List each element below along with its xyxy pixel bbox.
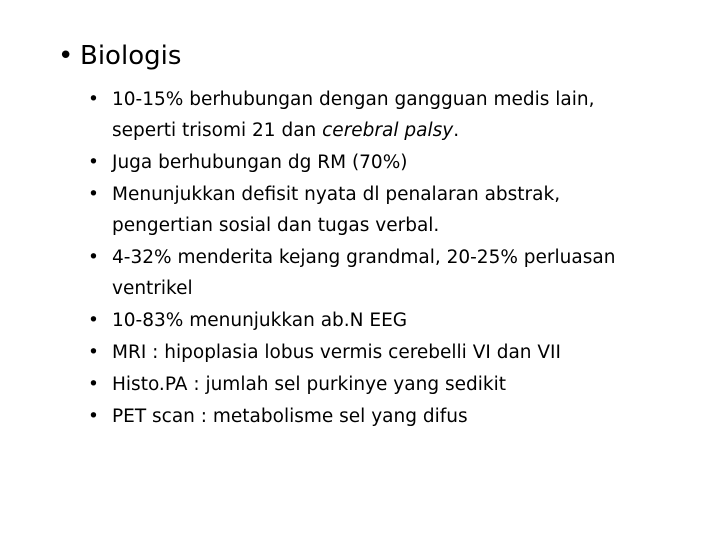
item-text-line: Menunjukkan defisit nyata dl penalaran abstrak, [112,184,561,205]
item-text-line: 10-15% berhubungan dengan gangguan medis lain, [112,89,595,110]
item-text-line: ventrikel [112,278,193,299]
item-text-line: PET scan : metabolisme sel yang difus [112,406,468,427]
list-item [88,337,648,369]
list-item [88,305,648,337]
bullet-icon: • [88,152,99,173]
bullet-icon: • [88,406,99,427]
item-text-segment: . [453,120,460,141]
bullet-icon: • [88,342,99,363]
list-item [88,147,648,179]
item-text-line: pengertian sosial dan tugas verbal. [112,215,440,236]
bullet-icon: • [88,374,99,395]
bullet-icon: • [88,310,99,331]
bullet-icon: • [88,247,99,268]
heading-text: Biologis [80,41,182,71]
item-text-line: MRI : hipoplasia lobus vermis cerebelli VI dan VII [112,342,561,363]
item-text-line: 10-83% menunjukkan ab.N EEG [112,310,408,331]
list-item [88,179,648,242]
list-item [88,401,648,433]
list-item [88,242,648,305]
bullet-icon: • [88,184,99,205]
bullet-icon: • [88,89,99,110]
list-item [88,369,648,401]
item-text-line: Histo.PA : jumlah sel purkinye yang sedikit [112,374,506,395]
bullet-icon: • [58,41,74,71]
sub-bullet-list [88,84,648,433]
item-text-line: Juga berhubungan dg RM (70%) [112,152,408,173]
item-text-italic: cerebral palsy [322,120,454,141]
item-text-line: 4-32% menderita kejang grandmal, 20-25% perluasan [112,247,616,268]
item-text-line [112,115,648,147]
item-text-segment: seperti trisomi 21 dan [112,120,323,141]
list-item [88,84,648,147]
